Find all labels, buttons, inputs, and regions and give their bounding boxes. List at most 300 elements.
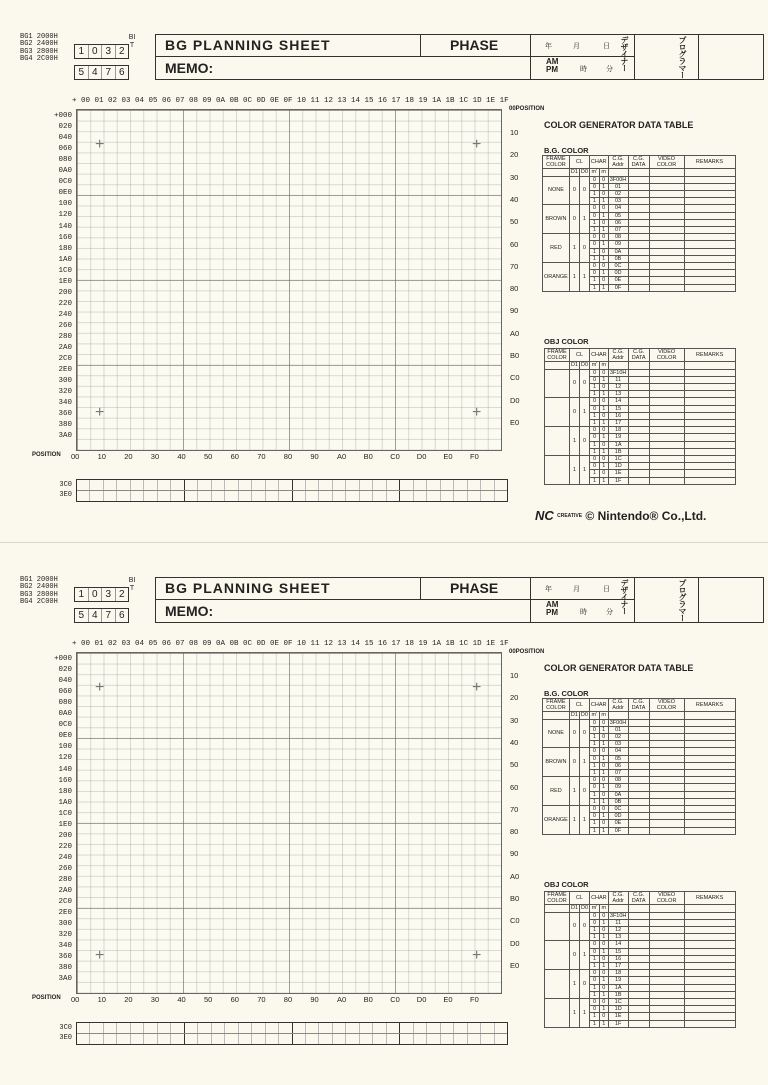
char-bit-cell: 0: [589, 806, 599, 813]
cg-addr-cell: 05: [608, 755, 628, 762]
strip-cell: [158, 1023, 171, 1033]
video-color-cell: [649, 813, 684, 820]
strip-cell: [346, 480, 359, 490]
char-bit-cell: 1: [590, 477, 600, 484]
strip-cell: [104, 480, 117, 490]
strip-cell: [360, 491, 373, 501]
bottom-row-labels: 3C0 3E0: [59, 1024, 72, 1042]
cg-data-cell: [628, 963, 649, 970]
char-header: CHAR: [589, 156, 608, 169]
row-label: 240: [58, 310, 72, 319]
blank-cell: [608, 362, 628, 369]
d1-cell: 0: [569, 748, 579, 777]
right-position-label: 20: [510, 150, 519, 160]
row-label: 260: [58, 321, 72, 330]
strip-cell: [468, 491, 481, 501]
video-color-cell: [649, 941, 684, 948]
row-label: 220: [58, 299, 72, 308]
month-label: 月: [573, 43, 580, 50]
remarks-cell: [684, 919, 735, 926]
right-position-label: A0: [510, 871, 520, 881]
d1-cell: 1: [570, 970, 580, 999]
right-position-label: 10: [510, 671, 519, 680]
planning-sheet: [0, 0, 768, 542]
d1-cell: 1: [569, 263, 579, 292]
obj-color-table: [544, 348, 736, 485]
row-label: 3A0: [58, 975, 72, 984]
remarks-cell: [684, 420, 735, 427]
blank-cell: [608, 905, 628, 912]
strip-cell: [90, 1023, 103, 1033]
cg-addr-cell: 04: [608, 748, 628, 755]
row-label: 020: [58, 123, 72, 132]
frame-color-header: FRAME COLOR: [543, 156, 570, 169]
right-position-label: 60: [510, 239, 519, 249]
video-color-cell: [649, 470, 684, 477]
char-bit-cell: 0: [599, 970, 608, 977]
row-label: 300: [58, 920, 72, 929]
strip-cell: [252, 491, 265, 501]
cg-addr-cell: 14: [608, 398, 628, 405]
char-bit-cell: 0: [590, 376, 600, 383]
blank-cell: [649, 169, 684, 176]
table-header-row: [545, 892, 736, 905]
strip-cell: [198, 480, 211, 490]
table-subheader-row: [543, 169, 736, 176]
strip-cell: [454, 1034, 467, 1044]
blank-cell: [684, 712, 735, 719]
cg-addr-cell: 06: [608, 219, 628, 226]
strip-cell: [495, 480, 507, 490]
d1-cell: 1: [570, 427, 580, 456]
char-bit-cell: 0: [599, 441, 608, 448]
bottom-position-label: 20: [124, 995, 133, 1004]
strip-cell: [333, 1023, 346, 1033]
bottom-position-label: 40: [177, 452, 186, 461]
strip-cell: [387, 491, 400, 501]
cg-data-cell: [628, 927, 649, 934]
char-bit-cell: 0: [590, 456, 600, 463]
memo-label: MEMO:: [165, 603, 214, 619]
cg-addr-cell: 1E: [608, 1013, 628, 1020]
cg-data-cell: [628, 948, 649, 955]
obj-color-table: [544, 891, 736, 1028]
right-position-label: 30: [510, 715, 519, 725]
cg-table-title: COLOR GENERATOR DATA TABLE: [544, 120, 694, 130]
bit-row-bottom: 5 4 7 6: [74, 608, 129, 623]
row-label: 280: [58, 876, 72, 884]
programmer-label: プログラマー: [678, 36, 687, 78]
strip-cell: [481, 491, 494, 501]
char-bit-cell: 1: [599, 405, 608, 412]
strip-cell: [266, 480, 279, 490]
bottom-position-label: 70: [257, 452, 266, 461]
strip-cell: [306, 480, 319, 490]
char-bit-cell: 0: [599, 427, 608, 434]
cg-addr-cell: 3F10H: [609, 912, 627, 919]
row-label: 0A0: [58, 167, 72, 176]
bit-row-bottom: 5 4 7 6: [74, 65, 129, 80]
video-color-cell: [649, 1006, 684, 1013]
d0-cell: 0: [579, 234, 589, 263]
strip-cell: [441, 491, 454, 501]
bg-color-table: [542, 155, 736, 292]
char-bit-cell: 0: [590, 427, 600, 434]
cg-addr-cell: 0B: [608, 798, 628, 805]
tile-grid: [76, 652, 502, 994]
char-bit-cell: 0: [599, 762, 608, 769]
char-bit-cell: 1: [599, 420, 608, 427]
strip-cell: [266, 1023, 279, 1033]
remarks-cell: [684, 755, 735, 762]
char-bit-cell: 0: [599, 176, 608, 183]
strip-cell: [171, 1034, 184, 1044]
cg-addr-cell: 02: [608, 191, 628, 198]
char-bit-cell: 1: [599, 448, 608, 455]
bottom-position-label: 80: [283, 452, 293, 461]
char-bit-cell: 0: [589, 183, 599, 190]
remarks-cell: [684, 248, 735, 255]
remarks-cell: [684, 477, 735, 484]
cg-addr-cell: 11: [608, 919, 628, 926]
d1-header: D1: [571, 905, 579, 912]
year-label: 年: [545, 586, 552, 593]
char-bit-cell: 1: [589, 798, 599, 805]
table-header-row: [543, 699, 736, 712]
table-row: [543, 806, 736, 813]
remarks-cell: [684, 999, 735, 1006]
char-bit-cell: 1: [599, 755, 608, 762]
char-bit-cell: 1: [599, 284, 608, 291]
strip-cell: [144, 491, 157, 501]
char-bit-cell: 1: [599, 376, 608, 383]
d1-cell: 1: [569, 234, 579, 263]
remarks-cell: [684, 991, 735, 998]
remarks-cell: [684, 977, 735, 984]
strip-cell: [387, 480, 400, 490]
char-bit-cell: 1: [589, 198, 599, 205]
row-label: 040: [58, 134, 72, 143]
remarks-cell: [684, 427, 735, 434]
video-color-cell: [649, 241, 684, 248]
row-label: 060: [58, 145, 72, 154]
bg-color-title: B.G. COLOR: [544, 146, 589, 155]
strip-cell: [387, 1034, 400, 1044]
video-color-cell: [649, 755, 684, 762]
strip-cell: [239, 480, 252, 490]
video-color-cell: [649, 398, 684, 405]
remarks-cell: [684, 234, 735, 241]
strip-cell: [212, 1034, 225, 1044]
row-label: 120: [58, 211, 72, 220]
cg-addr-header: C.G. Addr: [608, 699, 628, 712]
cg-addr-cell: 1D: [608, 1006, 628, 1013]
strip-cell: [319, 491, 332, 501]
d0-cell: 1: [579, 263, 589, 292]
strip-cell: [468, 480, 481, 490]
char-bit-cell: 1: [589, 191, 599, 198]
strip-cell: [212, 491, 225, 501]
right-position-label: 80: [510, 284, 519, 294]
row-label: 100: [58, 200, 72, 209]
strip-cell: [441, 1034, 454, 1044]
char-bit-cell: 1: [599, 726, 608, 733]
row-label: 180: [58, 787, 72, 796]
cl-header: CL: [569, 156, 589, 169]
strip-cell: [279, 1023, 292, 1033]
row-label: 1E0: [58, 820, 72, 829]
bottom-position-label: C0: [390, 995, 400, 1004]
sheet-title: BG PLANNING SHEET: [165, 580, 331, 596]
row-label: 160: [58, 233, 72, 242]
strip-cell: [333, 480, 346, 490]
frame-color-cell: [545, 999, 570, 1028]
bottom-position-label: 90: [310, 995, 319, 1004]
table-header-row: [543, 156, 736, 169]
char-bit-cell: 1: [589, 284, 599, 291]
d0-cell: 0: [579, 719, 589, 748]
strip-cell: [198, 491, 211, 501]
char-header: CHAR: [589, 699, 608, 712]
blank-cell: [649, 362, 684, 369]
remarks-cell: [684, 970, 735, 977]
strip-cell: [468, 1023, 481, 1033]
char-bit-cell: 1: [590, 927, 600, 934]
position-word: POSITION: [32, 452, 61, 458]
row-label: 2A0: [58, 887, 72, 896]
right-position-label: E0: [510, 960, 520, 970]
strip-cell: [252, 1023, 265, 1033]
strip-cell: [212, 480, 225, 490]
m0-header: m: [599, 905, 608, 912]
remarks-cell: [684, 806, 735, 813]
row-label: 2A0: [58, 344, 72, 353]
strip-cell: [158, 491, 171, 501]
cg-addr-cell: 0A: [608, 248, 628, 255]
table-subheader-row: [545, 905, 736, 912]
video-color-cell: [649, 1013, 684, 1020]
char-bit-cell: 1: [589, 248, 599, 255]
remarks-cell: [684, 927, 735, 934]
row-label: 2E0: [58, 909, 72, 918]
bottom-position-label: 80: [283, 995, 293, 1004]
bottom-position-label: F0: [470, 995, 479, 1004]
char-bit-cell: 1: [599, 391, 608, 398]
video-color-header: VIDEO COLOR: [649, 156, 684, 169]
remarks-cell: [684, 391, 735, 398]
tile-grid: [76, 109, 502, 451]
strip-cell: [293, 1034, 306, 1044]
char-bit-cell: 1: [589, 827, 599, 834]
strip-cell: [144, 1034, 157, 1044]
video-color-cell: [649, 191, 684, 198]
remarks-cell: [684, 376, 735, 383]
strip-cell: [279, 1034, 292, 1044]
bg-address-list: BG1 2000H BG2 2400H BG3 2800H BG4 2C00H: [20, 33, 58, 63]
d0-cell: 0: [580, 369, 590, 398]
right-position-label: 40: [510, 737, 519, 747]
cg-data-cell: [628, 241, 649, 248]
cg-data-cell: [628, 263, 649, 270]
right-position-label: B0: [510, 351, 520, 360]
cg-addr-cell: 07: [608, 227, 628, 234]
row-label: 340: [58, 399, 72, 408]
bottom-position-label: 10: [97, 995, 106, 1004]
char-bit-cell: 1: [599, 241, 608, 248]
char-bit-cell: 0: [599, 748, 608, 755]
char-bit-cell: 1: [599, 1020, 608, 1027]
cg-addr-cell: 03: [608, 741, 628, 748]
frame-color-cell: [545, 398, 570, 427]
cg-addr-header: C.G. Addr: [608, 156, 628, 169]
char-bit-cell: 1: [599, 798, 608, 805]
row-label: 380: [58, 964, 72, 973]
row-label: 320: [58, 931, 72, 940]
blank-cell: [628, 362, 649, 369]
char-bit-cell: 0: [589, 176, 599, 183]
strip-cell: [77, 1023, 90, 1033]
right-position-label: 50: [510, 217, 519, 227]
cg-data-cell: [628, 441, 649, 448]
remarks-cell: [684, 777, 735, 784]
right-position-label: 20: [510, 693, 519, 703]
cg-addr-cell: 12: [608, 384, 628, 391]
char-bit-cell: 0: [589, 755, 599, 762]
cg-data-header: C.G. DATA: [628, 699, 649, 712]
char-bit-cell: 1: [589, 762, 599, 769]
remarks-cell: [684, 441, 735, 448]
remarks-header: REMARKS: [684, 349, 735, 362]
blank-cell: [543, 169, 570, 176]
row-label: 1A0: [58, 798, 72, 807]
cg-addr-cell: 3F10H: [609, 369, 627, 376]
cg-addr-cell: 13: [608, 934, 628, 941]
video-color-cell: [649, 726, 684, 733]
cg-data-cell: [628, 1006, 649, 1013]
cg-data-cell: [628, 977, 649, 984]
m1-header: m': [590, 905, 600, 912]
bottom-strip: [76, 479, 508, 502]
char-bit-cell: 0: [599, 912, 608, 919]
cg-data-header: C.G. DATA: [628, 156, 649, 169]
strip-cell: [333, 491, 346, 501]
d0-cell: 1: [579, 806, 589, 835]
remarks-cell: [684, 984, 735, 991]
cg-data-cell: [628, 941, 649, 948]
video-color-cell: [649, 784, 684, 791]
video-color-header: VIDEO COLOR: [649, 699, 684, 712]
video-color-cell: [649, 820, 684, 827]
table-subheader-row: [543, 712, 736, 719]
right-position-label: 30: [510, 172, 519, 182]
strip-cell: [171, 480, 184, 490]
bg-address-list: BG1 2000H BG2 2400H BG3 2800H BG4 2C00H: [20, 576, 58, 606]
cg-addr-cell: 0C: [608, 806, 628, 813]
right-position-label: 50: [510, 760, 519, 770]
bit-row-top: 1 0 3 2: [74, 587, 129, 602]
bottom-position-label: 20: [124, 452, 133, 461]
char-bit-cell: 1: [599, 827, 608, 834]
d0-cell: 1: [580, 456, 590, 485]
video-color-cell: [649, 205, 684, 212]
char-bit-cell: 0: [599, 205, 608, 212]
d0-header: D0: [580, 712, 588, 719]
remarks-header: REMARKS: [684, 892, 735, 905]
blank-cell: [649, 712, 684, 719]
char-bit-cell: 0: [599, 999, 608, 1006]
frame-color-cell: NONE: [543, 176, 570, 205]
char-bit-cell: 1: [589, 770, 599, 777]
video-color-cell: [649, 284, 684, 291]
blank-cell: [684, 905, 735, 912]
char-bit-cell: 1: [599, 183, 608, 190]
row-label: 080: [58, 699, 72, 708]
strip-cell: [387, 1023, 400, 1033]
video-color-cell: [649, 762, 684, 769]
row-label: 020: [58, 666, 72, 675]
d0-cell: 1: [580, 398, 590, 427]
strip-cell: [306, 1023, 319, 1033]
row-label: 220: [58, 842, 72, 851]
bottom-position-label: E0: [443, 452, 453, 461]
char-bit-cell: 1: [599, 227, 608, 234]
d1-cell: 1: [570, 456, 580, 485]
row-label: 3A0: [58, 432, 72, 441]
day-label: 日: [603, 586, 610, 593]
frame-color-cell: [545, 970, 570, 999]
char-bit-cell: 0: [599, 369, 608, 376]
cg-data-cell: [628, 719, 649, 726]
char-bit-cell: 0: [599, 777, 608, 784]
video-color-cell: [649, 427, 684, 434]
table-row: [543, 719, 736, 726]
cg-data-cell: [628, 748, 649, 755]
registration-cross: +: [472, 404, 482, 421]
right-position-label: 60: [510, 782, 519, 792]
strip-cell: [104, 1023, 117, 1033]
cg-data-cell: [628, 277, 649, 284]
row-label: 080: [58, 156, 72, 165]
bottom-position-label: 40: [177, 995, 186, 1004]
d1-header: D1: [570, 712, 578, 719]
year-label: 年: [545, 43, 552, 50]
frame-color-cell: ORANGE: [543, 263, 570, 292]
strip-cell: [454, 491, 467, 501]
cg-addr-cell: 1B: [608, 991, 628, 998]
char-bit-cell: 1: [599, 934, 608, 941]
m0-header: m: [599, 362, 608, 369]
char-bit-cell: 1: [589, 820, 599, 827]
d1-cell: 0: [570, 369, 580, 398]
registration-cross: +: [95, 947, 105, 964]
strip-cell: [158, 480, 171, 490]
char-bit-cell: 0: [589, 241, 599, 248]
frame-color-cell: NONE: [543, 719, 570, 748]
row-label: 140: [58, 222, 72, 231]
char-bit-cell: 1: [590, 984, 600, 991]
frame-color-cell: BROWN: [543, 205, 570, 234]
cg-addr-cell: 01: [608, 183, 628, 190]
cg-data-cell: [628, 219, 649, 226]
char-bit-cell: 1: [590, 1013, 600, 1020]
remarks-cell: [684, 827, 735, 834]
remarks-cell: [684, 734, 735, 741]
remarks-cell: [684, 463, 735, 470]
d0-cell: 1: [579, 748, 589, 777]
d1-cell: 0: [570, 912, 580, 941]
cg-addr-cell: 19: [608, 434, 628, 441]
remarks-cell: [684, 263, 735, 270]
